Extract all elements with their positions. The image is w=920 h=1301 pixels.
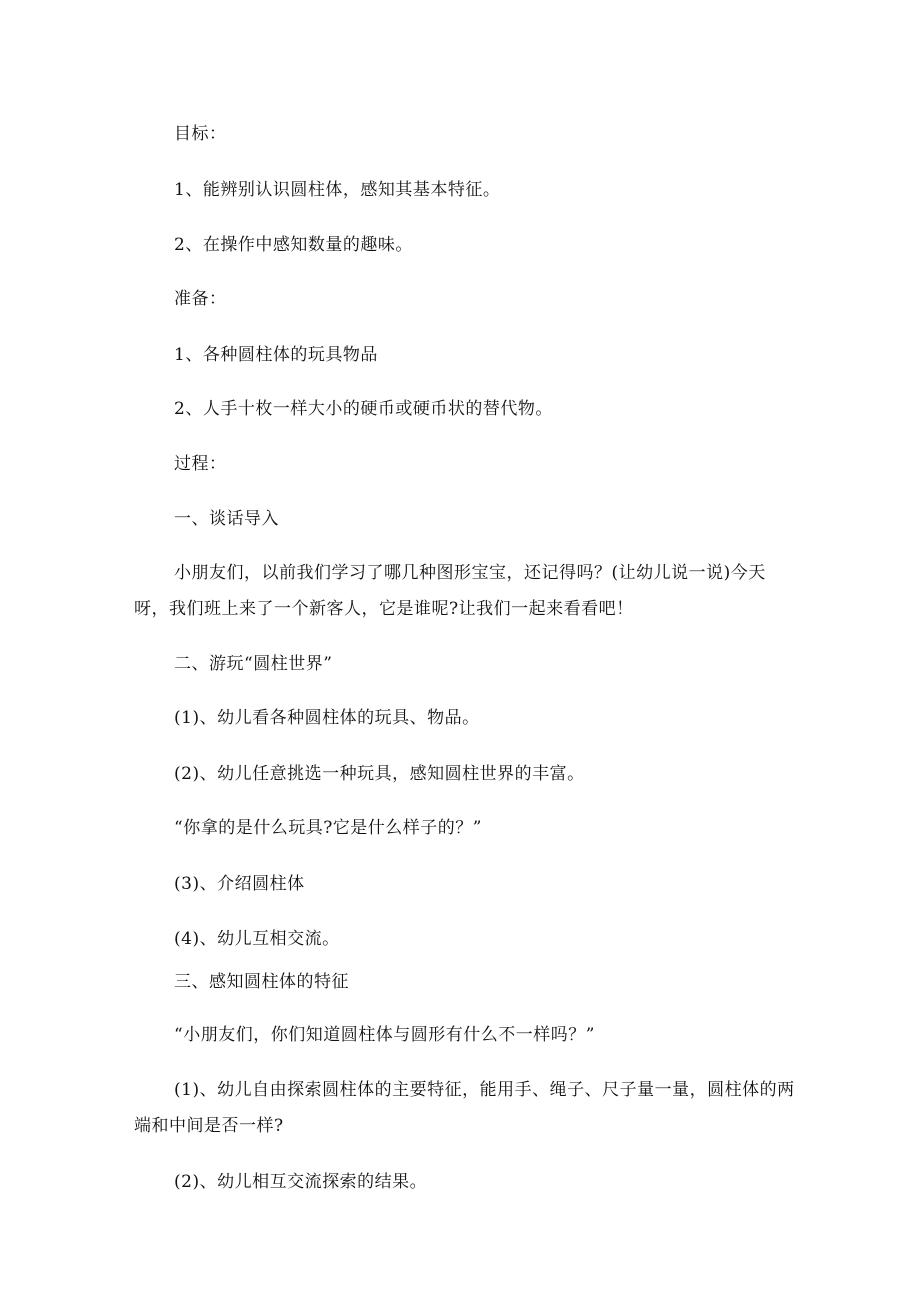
prep-item-1: 1、各种圆柱体的玩具物品 bbox=[174, 345, 378, 365]
goal-item-1: 1、能辨别认识圆柱体，感知其基本特征。 bbox=[174, 180, 501, 200]
step2-quote: “你拿的是什么玩具?它是什么样子的？” bbox=[174, 818, 482, 838]
step3-title: 三、感知圆柱体的特征 bbox=[174, 972, 349, 992]
step2-item-4: (4)、幼儿互相交流。 bbox=[174, 929, 340, 949]
step1-paragraph-line-2: 呀，我们班上来了一个新客人，它是谁呢?让我们一起来看看吧！ bbox=[134, 599, 634, 619]
step1-title: 一、谈话导入 bbox=[174, 509, 279, 529]
process-heading: 过程： bbox=[174, 454, 227, 474]
step2-item-2: (2)、幼儿任意挑选一种玩具，感知圆柱世界的丰富。 bbox=[174, 764, 585, 784]
step3-item-2: (2)、幼儿相互交流探索的结果。 bbox=[174, 1172, 428, 1192]
prep-item-2: 2、人手十枚一样大小的硬币或硬币状的替代物。 bbox=[174, 399, 553, 419]
goal-item-2: 2、在操作中感知数量的趣味。 bbox=[174, 235, 413, 255]
step3-item-1-line-1: (1)、幼儿自由探索圆柱体的主要特征，能用手、绳子、尺子量一量，圆柱体的两 bbox=[174, 1080, 795, 1100]
step3-quote: “小朋友们，你们知道圆柱体与圆形有什么不一样吗？” bbox=[174, 1025, 595, 1045]
goal-heading: 目标： bbox=[174, 124, 227, 144]
step2-item-3: (3)、介绍圆柱体 bbox=[174, 874, 305, 894]
step2-item-1: (1)、幼儿看各种圆柱体的玩具、物品。 bbox=[174, 708, 480, 728]
step3-item-1-line-2: 端和中间是否一样? bbox=[134, 1116, 284, 1136]
step2-title: 二、游玩“圆柱世界” bbox=[174, 654, 333, 674]
prep-heading: 准备： bbox=[174, 289, 227, 309]
step1-paragraph-line-1: 小朋友们，以前我们学习了哪几种图形宝宝，还记得吗？(让幼儿说一说)今天 bbox=[174, 563, 766, 583]
